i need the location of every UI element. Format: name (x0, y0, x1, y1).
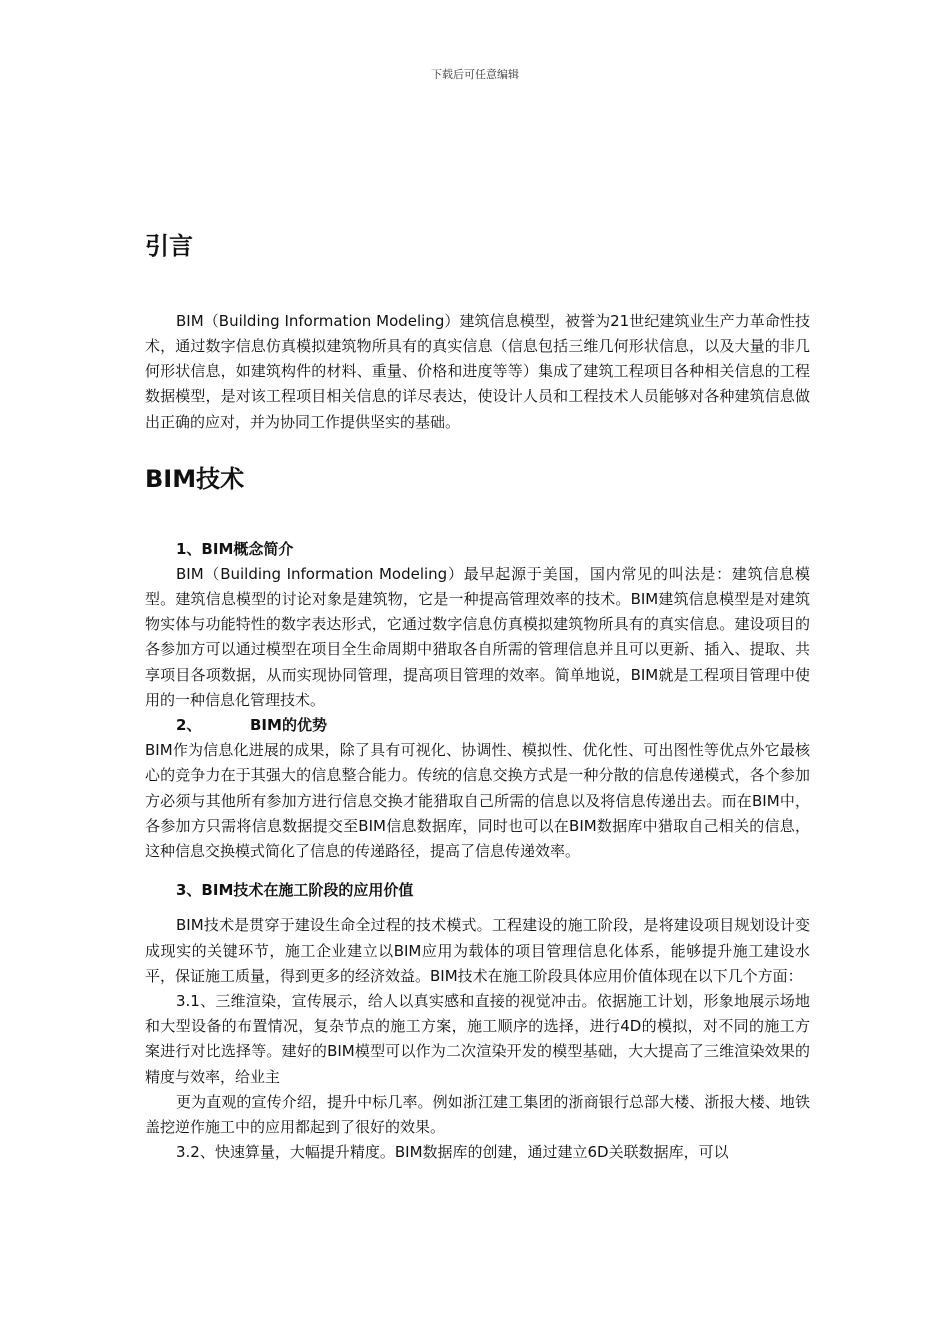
heading-bim-technology: BIM技术 (145, 464, 245, 493)
heading-intro: 引言 (145, 232, 193, 260)
quantity-paragraph: 3.2、快速算量，大幅提升精度。BIM数据库的创建，通过建立6D关联数据库，可以 (176, 1143, 729, 1162)
construction-value-paragraph: BIM技术是贯穿于建设生命全过程的技术模式。工程建设的施工阶段，是将建设项目规划设计变成现实的关键环节，施工企业建立以BIM应用为载体的项目管理信息化体系，能够提升施工建设水平，保证施工质量，得到更多的经济效益。BIM技术在施工阶段具体应用价值体现在以下几个方面： (145, 916, 810, 985)
subheading-construction-value: 3、BIM技术在施工阶段的应用价值 (176, 881, 414, 900)
subheading-number: 2、 (176, 716, 202, 735)
bim-advantages-paragraph: BIM作为信息化进展的成果，除了具有可视化、协调性、模拟性、优化性、可出图性等优点外它最核心的竞争力在于其强大的信息整合能力。传统的信息交换方式是一种分散的信息传递模式，各个参加方必须与其他所有参加方进行信息交换才能猎取自己所需的信息以及将信息传递出去。而在BIM中，各参加方只需将信息数据提交至BIM信息数据库，同时也可以在BIM数据库中猎取自己相关的信息，这种信息交换模式简化了信息的传递路径，提高了信息传递效率。 (145, 741, 810, 861)
intro-paragraph: BIM（Building Information Modeling）建筑信息模型，被誉为21世纪建筑业生产力革命性技术，通过数字信息仿真模拟建筑物所具有的真实信息（信息包括三维几何形状信息，以及大量的非几何形状信息，如建筑构件的材料、重量、价格和进度等等）集成了建筑工程项目各种相关信息的工程数据模型，是对该工程项目相关信息的详尽表达，使设计人员和工程技术人员能够对各种建筑信息做出正确的应对，并为协同工作提供坚实的基础。 (145, 311, 810, 431)
promotion-paragraph: 更为直观的宣传介绍，提升中标几率。例如浙江建工集团的浙商银行总部大楼、浙报大楼、地铁盖挖逆作施工中的应用都起到了很好的效果。 (145, 1092, 810, 1137)
bim-concept-paragraph: BIM（Building Information Modeling）最早起源于美国，国内常见的叫法是：建筑信息模型。建筑信息模型的讨论对象是建筑物，它是一种提高管理效率的技术。BIM建筑信息模型是对建筑物实体与功能特性的数字表达形式，它通过数字信息仿真模拟建筑物所具有的真实信息。建设项目的各参加方可以通过模型在项目全生命周期中猎取各自所需的管理信息并且可以更新、插入、提取、共享项目各项数据，从而实现协同管理，提高项目管理的效率。简单地说，BIM就是工程项目管理中使用的一种信息化管理技术。 (145, 564, 810, 709)
subheading-bim-concept: 1、BIM概念简介 (176, 539, 294, 558)
subheading-label: BIM的优势 (250, 716, 327, 735)
subheading-bim-advantages (145, 713, 810, 738)
page-header: 下载后可任意编辑 (431, 68, 519, 81)
document-body (145, 222, 810, 1165)
rendering-paragraph: 3.1、三维渲染，宣传展示，给人以真实感和直接的视觉冲击。依据施工计划，形象地展示场地和大型设备的布置情况，复杂节点的施工方案，施工顺序的选择，进行4D的模拟，对不同的施工方案进行对比选择等。建好的BIM模型可以作为二次渲染开发的模型基础，大大提高了三维渲染效果的精度与效率，给业主 (145, 992, 810, 1086)
